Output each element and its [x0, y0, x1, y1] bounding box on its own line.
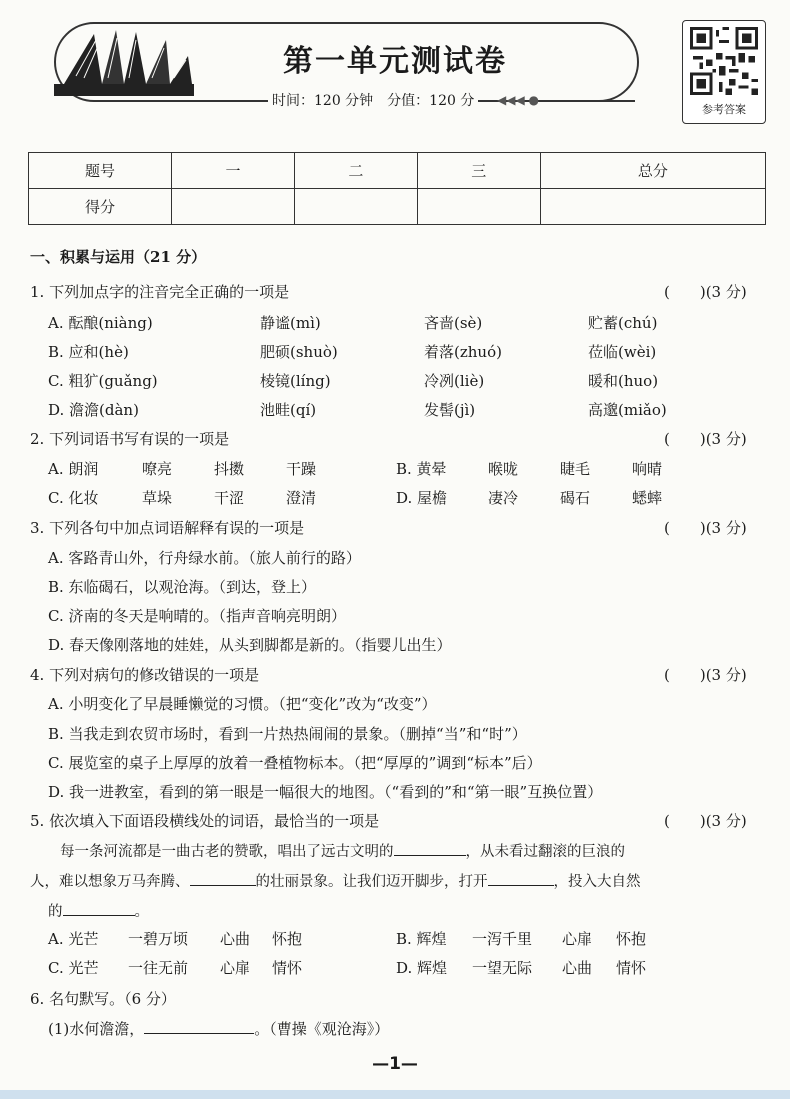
qr-label: 参考答案: [702, 103, 746, 116]
passage-line: [30, 871, 641, 892]
passage-text: 人，难以想象万马奔腾、: [30, 874, 190, 890]
score-input-cell[interactable]: [417, 189, 540, 225]
option-cell: 情怀: [272, 959, 303, 977]
option-cell: 发髻(jì): [424, 401, 476, 419]
page-title: 第一单元测试卷: [283, 44, 507, 79]
table-cell: 二: [294, 153, 417, 189]
option-cell: B. 辉煌: [396, 930, 447, 948]
option-item: D. 春天像刚落地的娃娃，从头到脚都是新的。（指婴儿出生）: [48, 636, 452, 654]
qr-code-icon: [690, 27, 758, 95]
table-row: [29, 153, 766, 189]
recitation-line: [48, 1019, 389, 1039]
option-cell: 干涩: [214, 489, 245, 507]
option-item: B. 东临碣石，以观沧海。（到达，登上）: [48, 578, 317, 596]
passage-text: 。: [134, 904, 149, 920]
option-cell: 一往无前: [128, 959, 189, 977]
option-cell: D. 澹澹(dàn): [48, 401, 139, 419]
option-cell: 干躁: [286, 460, 317, 478]
option-cell: 莅临(wèi): [588, 343, 657, 361]
option-cell: 棱镜(líng): [260, 372, 331, 390]
option-cell: 碣石: [560, 489, 591, 507]
question-stem: 2. 下列词语书写有误的一项是: [30, 430, 230, 448]
option-cell: 吝啬(sè): [424, 314, 483, 332]
table-cell: 得分: [29, 189, 172, 225]
question-stem: 3. 下列各句中加点词语解释有误的一项是: [30, 519, 305, 537]
option-cell: 睫毛: [560, 460, 591, 478]
option-item: A. 小明变化了早晨睡懒觉的习惯。（把“变化”改为“改变”）: [48, 695, 437, 713]
table-cell: 总分: [540, 153, 765, 189]
option-item: C. 济南的冬天是响晴的。（指声音响亮明朗）: [48, 607, 346, 625]
option-item: A. 客路青山外，行舟绿水前。（旅人前行的路）: [48, 549, 361, 567]
option-cell: A. 酝酿(niàng): [48, 314, 153, 332]
option-cell: 肥硕(shuò): [260, 343, 338, 361]
option-cell: 嘹亮: [142, 460, 173, 478]
score-input-cell[interactable]: [294, 189, 417, 225]
option-cell: C. 化妆: [48, 489, 99, 507]
answer-qr-box[interactable]: [682, 20, 766, 124]
option-cell: A. 朗润: [48, 460, 99, 478]
option-cell: A. 光芒: [48, 930, 99, 948]
question-stem: 1. 下列加点字的注音完全正确的一项是: [30, 283, 290, 301]
option-cell: 心曲: [220, 930, 251, 948]
score-table: [28, 152, 766, 225]
option-cell: B. 应和(hè): [48, 343, 129, 361]
option-cell: 一望无际: [472, 959, 533, 977]
option-cell: 一碧万顷: [128, 930, 189, 948]
recitation-text: 。（曹操《观沧海》）: [254, 1020, 390, 1038]
table-cell: 三: [417, 153, 540, 189]
recitation-text: (1)水何澹澹，: [48, 1020, 145, 1038]
option-cell: 蟋蟀: [632, 489, 663, 507]
passage-text: 每一条河流都是一曲古老的赞歌，唱出了远古文明的: [60, 844, 394, 860]
answer-bracket[interactable]: ( )(3 分): [664, 283, 747, 301]
option-cell: C. 粗犷(guǎng): [48, 372, 158, 390]
option-cell: 澄清: [286, 489, 317, 507]
option-cell: D. 辉煌: [396, 959, 448, 977]
option-cell: 高邈(miǎo): [588, 401, 667, 419]
option-cell: 心曲: [562, 959, 593, 977]
table-cell: 一: [172, 153, 295, 189]
question-stem: 5. 依次填入下面语段横线处的词语，最恰当的一项是: [30, 812, 380, 830]
fill-blank[interactable]: [394, 841, 466, 856]
option-cell: 冷冽(liè): [424, 372, 485, 390]
meta-divider: [545, 100, 635, 102]
option-cell: 静谧(mì): [260, 314, 321, 332]
fill-blank[interactable]: [190, 871, 256, 886]
fill-blank[interactable]: [144, 1019, 254, 1034]
option-cell: 怀抱: [272, 930, 303, 948]
option-cell: 抖擞: [214, 460, 245, 478]
question-stem: 6. 名句默写。（6 分）: [30, 990, 176, 1008]
answer-bracket[interactable]: ( )(3 分): [664, 430, 747, 448]
option-cell: 心扉: [220, 959, 251, 977]
passage-text: ，从未看过翻滚的巨浪的: [465, 844, 625, 860]
answer-bracket[interactable]: ( )(3 分): [664, 519, 747, 537]
passage-line: [60, 841, 625, 862]
option-item: B. 当我走到农贸市场时，看到一片热热闹闹的景象。（删掉“当”和“时”）: [48, 725, 527, 743]
option-cell: 喉咙: [488, 460, 519, 478]
table-cell: 题号: [29, 153, 172, 189]
option-cell: 暖和(huo): [588, 372, 659, 390]
passage-line: [48, 901, 149, 922]
answer-bracket[interactable]: ( )(3 分): [664, 812, 747, 830]
option-item: D. 我一进教室，看到的第一眼是一幅很大的地图。（“看到的”和“第一眼”互换位置）: [48, 783, 603, 801]
option-cell: B. 黄晕: [396, 460, 447, 478]
page-number: —1—: [372, 1054, 418, 1074]
option-cell: 怀抱: [616, 930, 647, 948]
option-cell: 一泻千里: [472, 930, 533, 948]
option-cell: 草垛: [142, 489, 173, 507]
question-stem: 4. 下列对病句的修改错误的一项是: [30, 666, 260, 684]
option-cell: 着落(zhuó): [424, 343, 502, 361]
fill-blank[interactable]: [63, 901, 135, 916]
table-row: [29, 189, 766, 225]
option-cell: 响晴: [632, 460, 663, 478]
section-heading: 一、积累与运用（21 分）: [30, 248, 207, 266]
passage-text: 的壮丽景象。让我们迈开脚步，打开: [255, 874, 488, 890]
option-cell: 池畦(qí): [260, 401, 317, 419]
passage-text: ，投入大自然: [553, 874, 641, 890]
bottom-bar: [0, 1090, 790, 1099]
option-cell: 凄冷: [488, 489, 519, 507]
passage-text: 的: [48, 904, 63, 920]
meta-arrow-dots: ◀◀◀ ●: [497, 93, 539, 107]
score-input-cell[interactable]: [540, 189, 765, 225]
option-cell: D. 屋檐: [396, 489, 448, 507]
option-cell: 情怀: [616, 959, 647, 977]
answer-bracket[interactable]: ( )(3 分): [664, 666, 747, 684]
option-cell: 贮蓄(chú): [588, 314, 658, 332]
option-cell: 心扉: [562, 930, 593, 948]
exam-meta: 时间：120 分钟 分值：120 分: [268, 90, 478, 110]
score-input-cell[interactable]: [172, 189, 295, 225]
option-item: C. 展览室的桌子上厚厚的放着一叠植物标本。（把“厚厚的”调到“标本”后）: [48, 754, 542, 772]
option-cell: C. 光芒: [48, 959, 99, 977]
fill-blank[interactable]: [488, 871, 554, 886]
